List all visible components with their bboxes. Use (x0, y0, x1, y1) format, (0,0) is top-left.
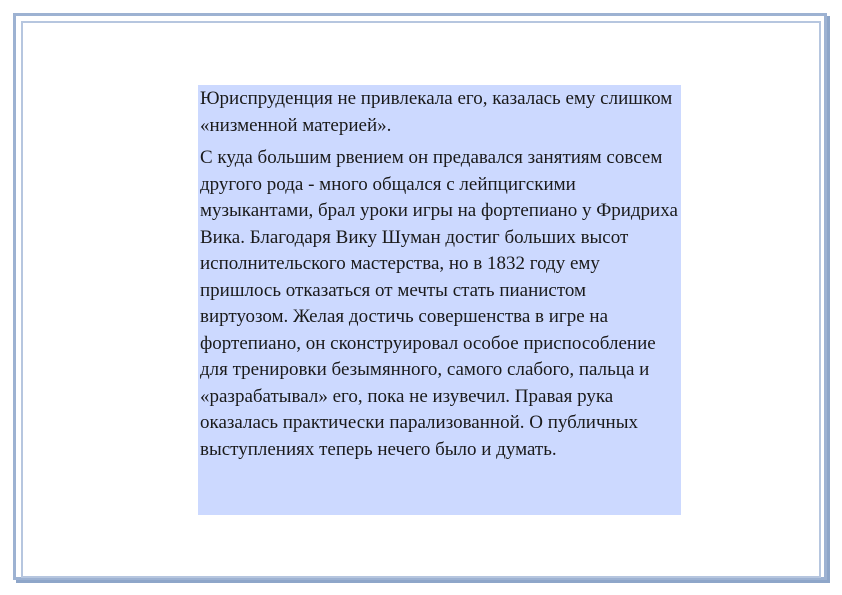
text-box (198, 85, 681, 515)
paragraph-main: С куда большим рвением он предавался занятиям совсем другого рода - много общался с лейпцигскими музыкантами, брал уроки игры на фортепиано у Фридриха Вика. Благодаря Вику Шуман достиг больших высот исполнительского мастерства, но в 1832 году ему пришлось отказаться от мечты стать пианистом виртуозом. Желая достичь совершенства в игре на фортепиано, он сконструировал особое приспособление для тренировки безымянного, самого слабого, пальца и «разрабатывал» его, пока не изувечил. Правая рука оказалась практически парализованной. О публичных выступлениях теперь нечего было и думать. (200, 147, 678, 460)
paragraph-intro: Юриспруденция не привлекала его, казалась ему слишком «низменной материей». (200, 88, 673, 136)
